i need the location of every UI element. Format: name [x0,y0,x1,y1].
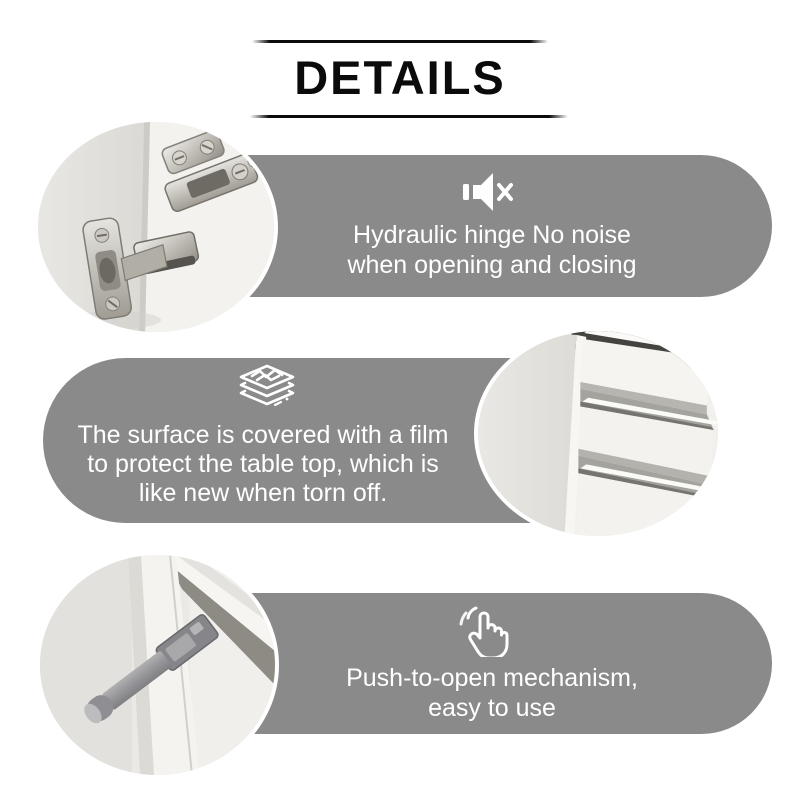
push-caption-line-1: Push-to-open mechanism, [346,664,638,692]
hinge-caption [300,220,684,280]
hinge-caption-line-2: when opening and closing [347,251,637,279]
push-caption-line-2: easy to use [428,694,556,722]
tap-hand-icon [458,604,512,657]
title-rule-top [252,40,548,43]
hinge-caption-line-1: Hydraulic hinge No noise [353,221,631,249]
push-latch-photo [36,551,279,779]
push-caption [292,663,692,723]
cabinet-hinge-photo [34,118,278,336]
film-caption [53,421,473,508]
open-drawers-photo [474,327,722,540]
muted-speaker-icon [459,168,515,216]
page-title: DETAILS [294,51,506,104]
film-caption-line-3: like new when torn off. [138,479,388,507]
film-caption-line-1: The surface is covered with a film [77,421,449,449]
film-layers-icon [235,364,299,418]
title-rule-bottom [250,115,568,118]
film-caption-line-2: to protect the table top, which is [87,450,439,478]
